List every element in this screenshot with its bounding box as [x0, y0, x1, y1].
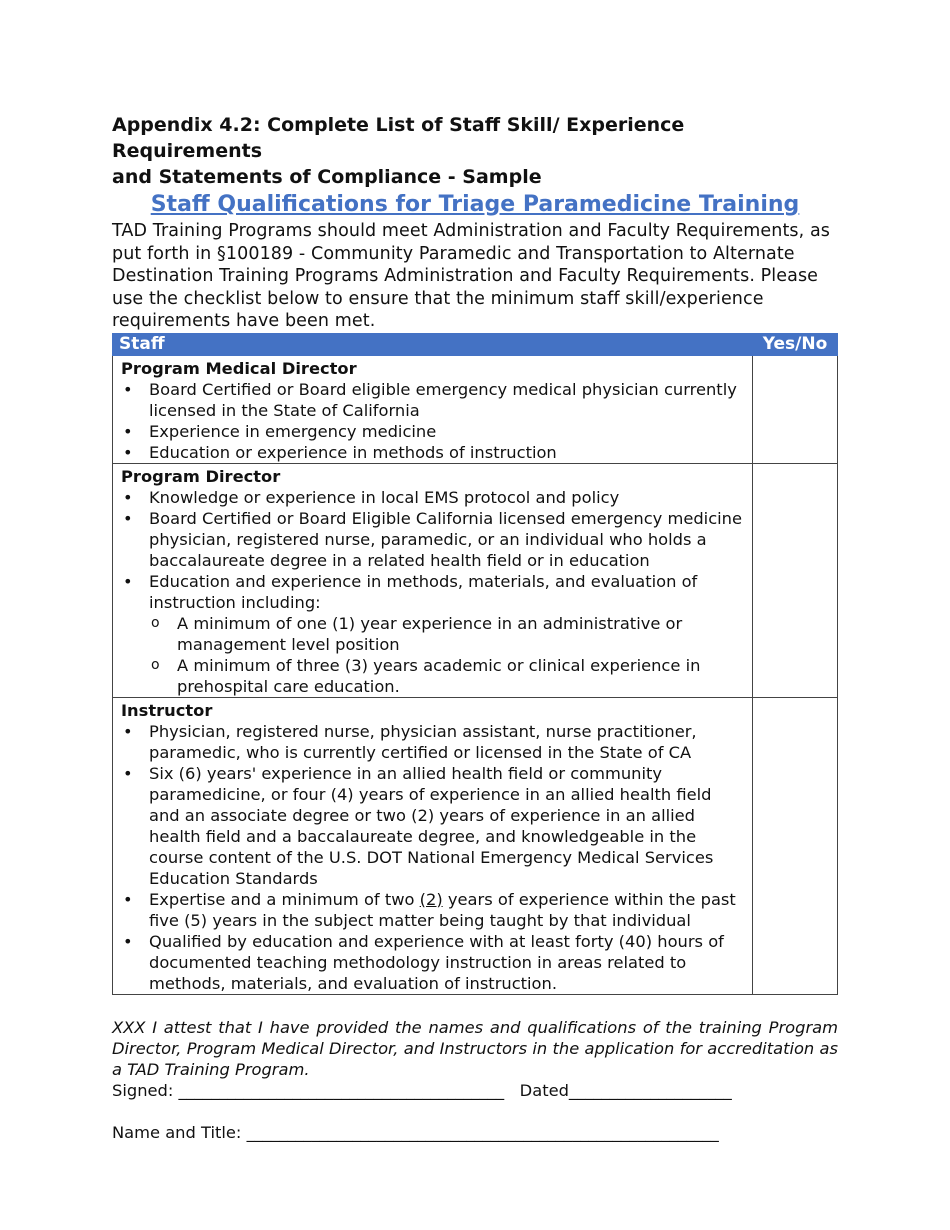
- table-row-medical-director: [113, 355, 838, 463]
- program-director-subrequirements: [121, 613, 744, 697]
- item-text: years of experience within the past five (5) years in the subject matter being taught by that individual: [149, 889, 736, 930]
- appendix-title-line1: Appendix 4.2: Complete List of Staff Skill/ Experience Requirements: [112, 114, 685, 162]
- table-row-instructor: [113, 697, 838, 994]
- instructor-cell: [113, 697, 753, 994]
- yesno-cell-program-director[interactable]: [753, 463, 838, 697]
- appendix-title: [112, 112, 838, 190]
- list-item: • Experience in emergency medicine: [121, 421, 744, 442]
- role-title-instructor: Instructor: [121, 700, 213, 720]
- table-header-row: [113, 333, 838, 355]
- program-director-requirements: [121, 487, 744, 613]
- instructor-requirements: [121, 721, 744, 994]
- list-item: [121, 889, 744, 931]
- underlined-number: (2): [419, 889, 443, 909]
- role-title-medical-director: Program Medical Director: [121, 358, 357, 378]
- medical-director-cell: [113, 355, 753, 463]
- list-item: • Six (6) years' experience in an allied health field or community paramedicine, or four (4) years of experience in an allied health field and an associate degree or two (2) years of experience in an allied health field and a baccalaureate degree, and knowledgeable in the course content of the U.S. DOT National Emergency Medical Services Education Standards: [121, 763, 744, 889]
- appendix-title-line2: and Statements of Compliance - Sample: [112, 166, 542, 188]
- item-text: Expertise and a minimum of two: [149, 889, 420, 909]
- list-item: • Qualified by education and experience with at least forty (40) hours of documented teaching methodology instruction in areas related to methods, materials, and evaluation of instruction.: [121, 931, 744, 994]
- program-director-cell: [113, 463, 753, 697]
- intro-paragraph: TAD Training Programs should meet Administration and Faculty Requirements, as put forth in §100189 - Community Paramedic and Transportation to Alternate Destination Training Programs Administration and Faculty Requirements. Please use the checklist below to ensure that the minimum staff skill/experience requirements have been met.: [112, 221, 830, 331]
- col-header-staff: Staff: [113, 333, 753, 355]
- yesno-cell-medical-director[interactable]: [753, 355, 838, 463]
- attestation-statement: XXX I attest that I have provided the names and qualifications of the training Program Director, Program Medical Director, and Instructors in the application for accreditation as a TAD Training Program.: [112, 1017, 838, 1079]
- table-row-program-director: [113, 463, 838, 697]
- col-header-yesno: Yes/No: [753, 333, 838, 355]
- list-item: • Board Certified or Board Eligible California licensed emergency medicine physician, registered nurse, paramedic, or an individual who holds a baccalaureate degree in a related health field or in education: [121, 508, 744, 571]
- list-item: • Education or experience in methods of instruction: [121, 442, 744, 463]
- name-title-line[interactable]: Name and Title: __________________________________________________________: [112, 1122, 719, 1142]
- list-item: • Education and experience in methods, materials, and evaluation of instruction including:: [121, 571, 744, 613]
- signed-dated-line[interactable]: Signed: ________________________________________ Dated____________________: [112, 1080, 732, 1100]
- document-page: [112, 112, 838, 1143]
- sub-list-item: o A minimum of one (1) year experience in an administrative or management level position: [149, 613, 744, 655]
- role-title-program-director: Program Director: [121, 466, 281, 486]
- list-item: • Board Certified or Board eligible emergency medical physician currently licensed in the State of California: [121, 379, 744, 421]
- section-subtitle: Staff Qualifications for Triage Paramedicine Training: [150, 192, 800, 217]
- list-item: • Knowledge or experience in local EMS protocol and policy: [121, 487, 744, 508]
- sub-list-item: o A minimum of three (3) years academic or clinical experience in prehospital care education.: [149, 655, 744, 697]
- staff-checklist-table: [112, 333, 838, 995]
- yesno-cell-instructor[interactable]: [753, 697, 838, 994]
- medical-director-requirements: [121, 379, 744, 463]
- list-item: • Physician, registered nurse, physician assistant, nurse practitioner, paramedic, who is currently certified or licensed in the State of CA: [121, 721, 744, 763]
